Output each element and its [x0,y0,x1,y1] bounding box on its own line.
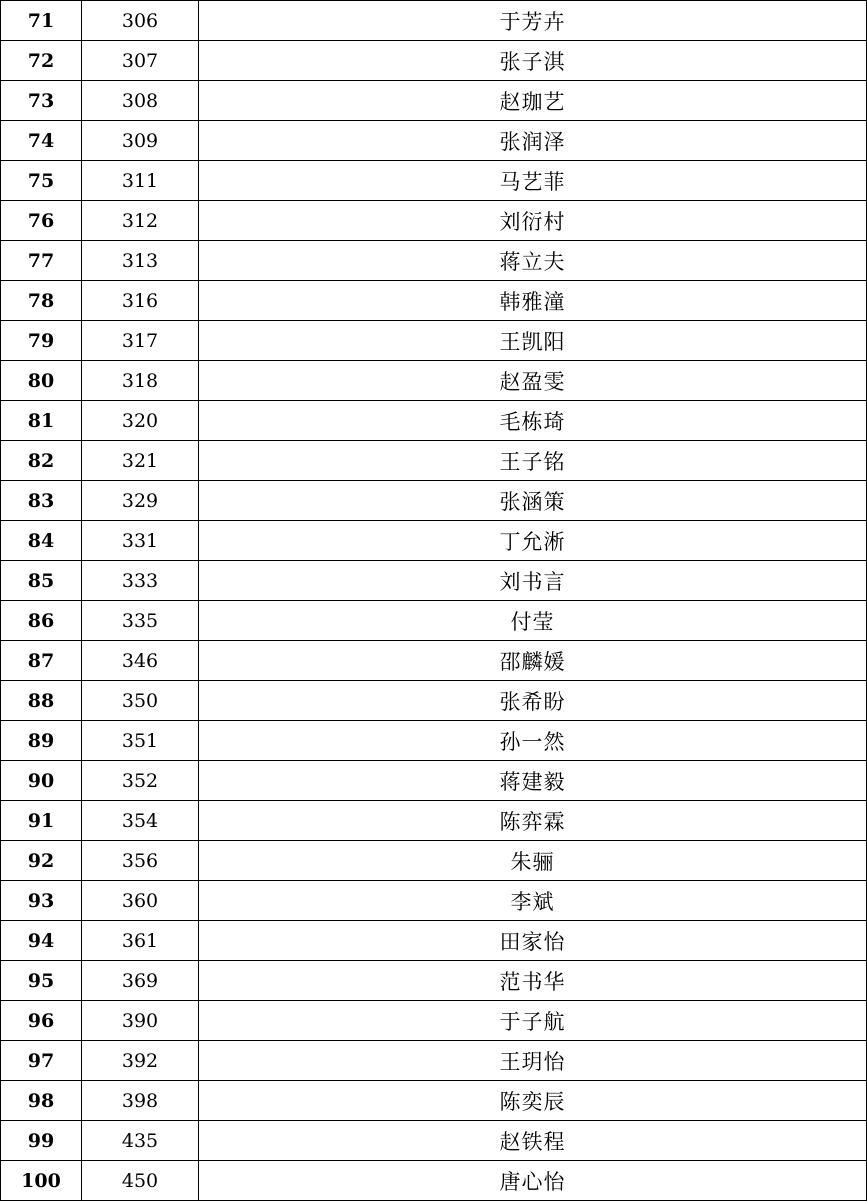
id-number-cell: 346 [82,641,199,681]
person-name-cell: 丁允淅 [199,521,867,561]
table-row [1,1,867,41]
person-name-cell: 田家怡 [199,921,867,961]
table-row [1,41,867,81]
person-name-cell: 李斌 [199,881,867,921]
table-row [1,921,867,961]
id-number-cell: 335 [82,601,199,641]
id-number-cell: 450 [82,1161,199,1201]
id-number-cell: 331 [82,521,199,561]
id-number-cell: 392 [82,1041,199,1081]
table-row [1,281,867,321]
person-name-cell: 刘衍村 [199,201,867,241]
person-name-cell: 陈弈霖 [199,801,867,841]
id-number-cell: 312 [82,201,199,241]
sequence-number-cell: 94 [1,921,82,961]
sequence-number-cell: 87 [1,641,82,681]
table-row [1,241,867,281]
person-name-cell: 刘书言 [199,561,867,601]
table-row [1,361,867,401]
person-name-cell: 张润泽 [199,121,867,161]
table-row [1,881,867,921]
sequence-number-cell: 74 [1,121,82,161]
person-name-cell: 于子航 [199,1001,867,1041]
table-row [1,681,867,721]
sequence-number-cell: 75 [1,161,82,201]
table-row [1,521,867,561]
sequence-number-cell: 89 [1,721,82,761]
sequence-number-cell: 83 [1,481,82,521]
table-row [1,321,867,361]
sequence-number-cell: 73 [1,81,82,121]
id-number-cell: 306 [82,1,199,41]
sequence-number-cell: 84 [1,521,82,561]
sequence-number-cell: 72 [1,41,82,81]
sequence-number-cell: 97 [1,1041,82,1081]
table-row [1,721,867,761]
person-name-cell: 马艺菲 [199,161,867,201]
person-name-cell: 王凯阳 [199,321,867,361]
person-name-cell: 于芳卉 [199,1,867,41]
sequence-number-cell: 90 [1,761,82,801]
person-name-cell: 孙一然 [199,721,867,761]
table-row [1,81,867,121]
table-row [1,121,867,161]
id-number-cell: 398 [82,1081,199,1121]
table-row [1,961,867,1001]
table-row [1,201,867,241]
person-name-cell: 张涵策 [199,481,867,521]
id-number-cell: 308 [82,81,199,121]
sequence-number-cell: 81 [1,401,82,441]
table-row [1,1001,867,1041]
id-number-cell: 351 [82,721,199,761]
sequence-number-cell: 100 [1,1161,82,1201]
id-number-cell: 352 [82,761,199,801]
sequence-number-cell: 86 [1,601,82,641]
person-name-cell: 蒋建毅 [199,761,867,801]
person-name-cell: 付莹 [199,601,867,641]
id-number-cell: 435 [82,1121,199,1161]
person-name-cell: 毛栋琦 [199,401,867,441]
sequence-number-cell: 71 [1,1,82,41]
id-number-cell: 390 [82,1001,199,1041]
id-number-cell: 333 [82,561,199,601]
table-row [1,161,867,201]
sequence-number-cell: 76 [1,201,82,241]
person-name-cell: 陈奕辰 [199,1081,867,1121]
person-name-cell: 张希盼 [199,681,867,721]
roster-table-body [1,1,867,1201]
id-number-cell: 356 [82,841,199,881]
sequence-number-cell: 85 [1,561,82,601]
table-row [1,601,867,641]
person-name-cell: 韩雅潼 [199,281,867,321]
table-row [1,801,867,841]
table-row [1,441,867,481]
sequence-number-cell: 92 [1,841,82,881]
table-row [1,841,867,881]
id-number-cell: 360 [82,881,199,921]
id-number-cell: 354 [82,801,199,841]
table-row [1,761,867,801]
table-row [1,1161,867,1201]
sequence-number-cell: 88 [1,681,82,721]
sequence-number-cell: 96 [1,1001,82,1041]
id-number-cell: 313 [82,241,199,281]
id-number-cell: 321 [82,441,199,481]
sequence-number-cell: 80 [1,361,82,401]
person-name-cell: 张子淇 [199,41,867,81]
person-name-cell: 蒋立夫 [199,241,867,281]
sequence-number-cell: 77 [1,241,82,281]
id-number-cell: 361 [82,921,199,961]
sequence-number-cell: 95 [1,961,82,1001]
sequence-number-cell: 78 [1,281,82,321]
table-row [1,481,867,521]
table-row [1,1121,867,1161]
id-number-cell: 309 [82,121,199,161]
table-row [1,641,867,681]
sequence-number-cell: 91 [1,801,82,841]
id-number-cell: 318 [82,361,199,401]
id-number-cell: 369 [82,961,199,1001]
person-name-cell: 赵珈艺 [199,81,867,121]
person-name-cell: 王玥怡 [199,1041,867,1081]
id-number-cell: 317 [82,321,199,361]
table-row [1,1081,867,1121]
sequence-number-cell: 82 [1,441,82,481]
table-row [1,1041,867,1081]
person-name-cell: 赵铁程 [199,1121,867,1161]
sequence-number-cell: 98 [1,1081,82,1121]
table-row [1,561,867,601]
sequence-number-cell: 99 [1,1121,82,1161]
id-number-cell: 329 [82,481,199,521]
id-number-cell: 316 [82,281,199,321]
person-name-cell: 范书华 [199,961,867,1001]
person-name-cell: 王子铭 [199,441,867,481]
sequence-number-cell: 93 [1,881,82,921]
table-row [1,401,867,441]
person-name-cell: 赵盈雯 [199,361,867,401]
id-number-cell: 320 [82,401,199,441]
id-number-cell: 311 [82,161,199,201]
sequence-number-cell: 79 [1,321,82,361]
person-name-cell: 唐心怡 [199,1161,867,1201]
id-number-cell: 307 [82,41,199,81]
person-name-cell: 邵麟媛 [199,641,867,681]
person-name-cell: 朱骊 [199,841,867,881]
id-number-cell: 350 [82,681,199,721]
